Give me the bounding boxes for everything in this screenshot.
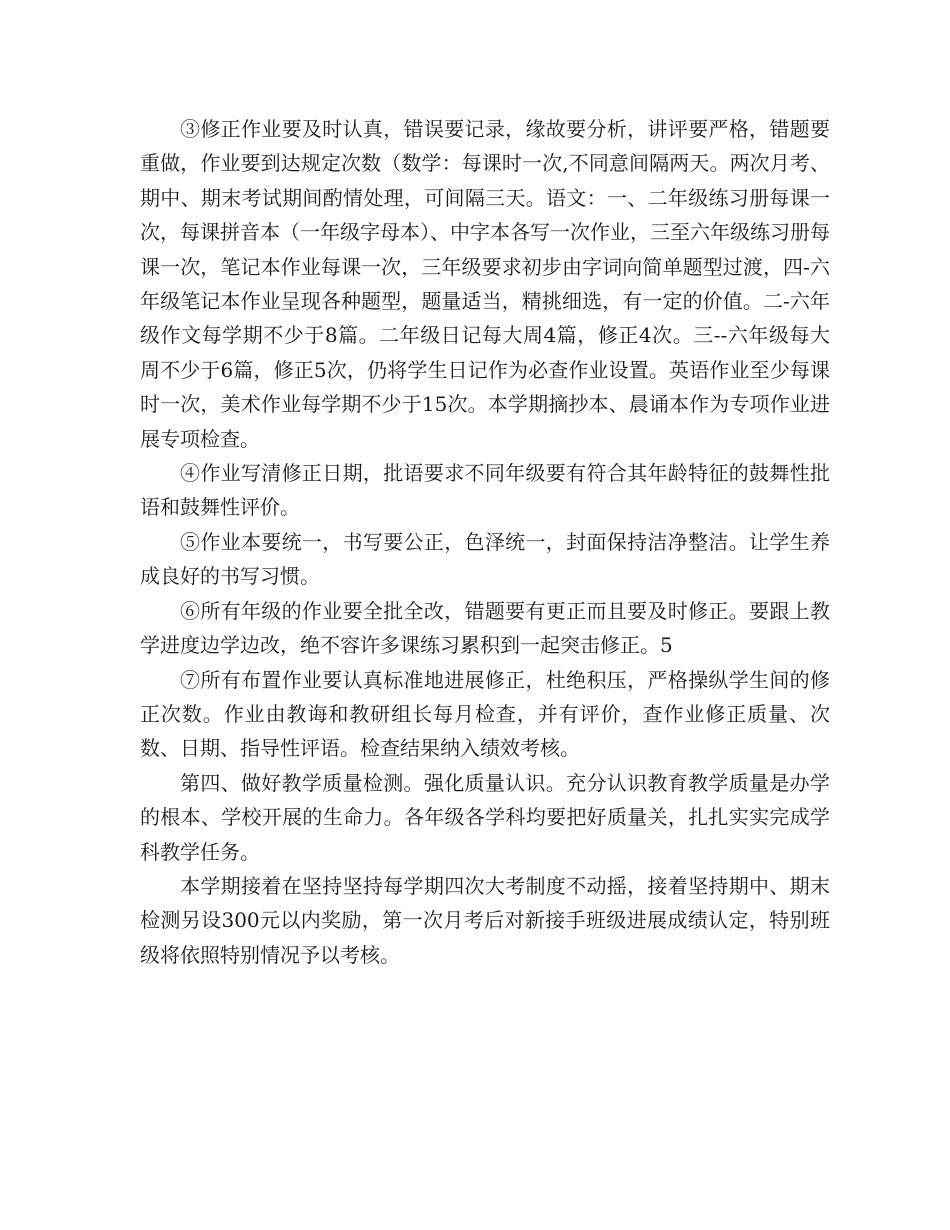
paragraph-full-correction: ⑥所有年级的作业要全批全改，错题要有更正而且要及时修正。要跟上教学进度边学边改，绝不容许多课练习累积到一起突击修正。5 [140, 598, 830, 658]
paragraph-standard-correction: ⑦所有布置作业要认真标准地进展修正，杜绝积压，严格操纵学生间的修正次数。作业由教诲和教研组长每月检查，并有评价，查作业修正质量、次数、日期、指导性评语。检查结果纳入绩效考核。 [140, 667, 830, 761]
document-body [140, 112, 830, 972]
paragraph-notebook-uniformity: ⑤作业本要统一，书写要公正，色泽统一，封面保持洁净整洁。让学生养成良好的书写习惯。 [140, 529, 830, 589]
paragraph-quality-testing: 第四、做好教学质量检测。强化质量认识。充分认识教育教学质量是办学的根本、学校开展的生命力。各年级各学科均要把好质量关，扎扎实实完成学科教学任务。 [140, 770, 830, 864]
paragraph-correction-date: ④作业写清修正日期，批语要求不同年级要有符合其年龄特征的鼓舞性批语和鼓舞性评价。 [140, 461, 830, 520]
paragraph-homework-correction: ③修正作业要及时认真，错误要记录，缘故要分析，讲评要严格，错题要重做，作业要到达规定次数（数学：每课时一次,不同意间隔两天。两次月考、期中、期末考试期间酌情处理，可间隔三天。语文：一、二年级练习册每课一次，每课拼音本（一年级字母本）、中字本各写一次作业，三至六年级练习册每课一次，笔记本作业每课一次，三年级要求初步由字词向简单题型过渡，四-六年级笔记本作业呈现各种题型，题量适当，精挑细选，有一定的价值。二-六年级作文每学期不少于8篇。二年级日记每大周4篇，修正4次。三--六年级每大周不少于6篇，修正5次，仍将学生日记作为必查作业设置。英语作业至少每课时一次，美术作业每学期不少于15次。本学期摘抄本、晨诵本作为专项作业进展专项检查。 [140, 117, 830, 451]
paragraph-exam-system: 本学期接着在坚持坚持每学期四次大考制度不动摇，接着坚持期中、期末检测另设300元以内奖励，第一次月考后对新接手班级进展成绩认定，特别班级将依照特别情况予以考核。 [140, 873, 830, 967]
